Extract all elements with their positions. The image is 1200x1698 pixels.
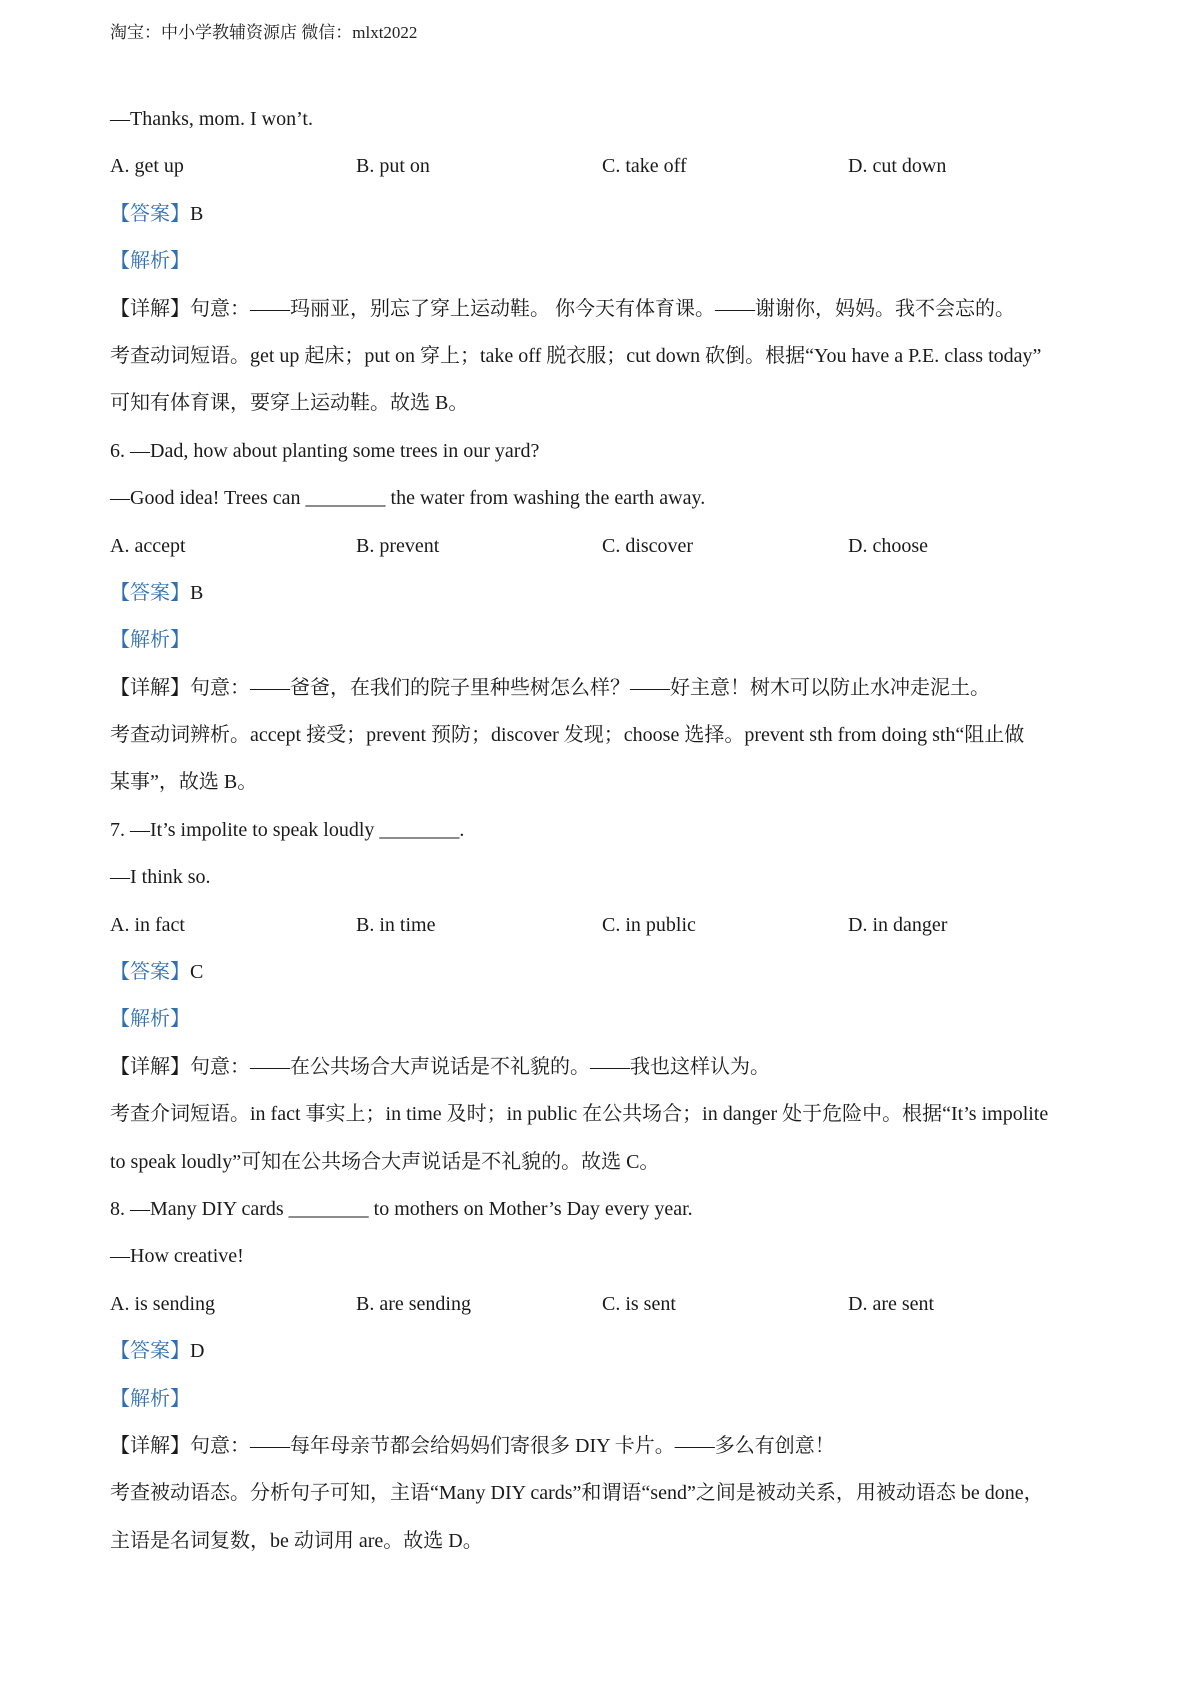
q5-reply: —Thanks, mom. I won’t. — [110, 108, 313, 130]
option-a: A. accept — [110, 534, 186, 557]
q8-detail — [110, 1423, 1100, 1470]
q7-answer — [110, 949, 1100, 996]
q5-explain-2: 可知有体育课，要穿上运动鞋。故选 B。 — [110, 392, 469, 415]
q6-reply: —Good idea! Trees can ________ the water from washing the earth away. — [110, 487, 706, 510]
option-c: C. in public — [602, 913, 696, 936]
watermark: 淘宝：中小学教辅资源店 微信：mlxt2022 — [110, 23, 418, 42]
detail-tag: 【详解】 — [110, 1434, 190, 1457]
option-a: A. get up — [110, 155, 184, 178]
answer-tag: 【答案】 — [110, 1340, 190, 1363]
q8-answer — [110, 1328, 1100, 1375]
answer-value: C — [190, 961, 204, 984]
answer-value: B — [190, 202, 204, 225]
q8-explain-2: 主语是名词复数，be 动词用 are。故选 D。 — [110, 1529, 483, 1552]
detail-tag: 【详解】 — [110, 676, 190, 699]
q6-explain-2: 某事”，故选 B。 — [110, 771, 258, 794]
option-b: B. are sending — [356, 1292, 471, 1315]
q7-explain-1: 考查介词短语。in fact 事实上；in time 及时；in public 在公共场合；in danger 处于危险中。根据“It’s impolite — [110, 1103, 1049, 1126]
q7-explain-2: to speak loudly”可知在公共场合大声说话是不礼貌的。故选 C。 — [110, 1150, 660, 1173]
q7-reply: —I think so. — [110, 866, 211, 889]
q7-stem: 7. —It’s impolite to speak loudly ________. — [110, 818, 465, 841]
detail-text: 句意：——在公共场合大声说话是不礼貌的。——我也这样认为。 — [190, 1055, 770, 1078]
option-d: D. choose — [848, 534, 928, 557]
option-a: A. is sending — [110, 1292, 215, 1315]
q6-explain-1: 考查动词辨析。accept 接受；prevent 预防；discover 发现；choose 选择。prevent sth from doing sth“阻止做 — [110, 724, 1025, 747]
q6-detail — [110, 665, 1100, 712]
document-body — [110, 96, 1100, 1565]
q7-analysis-tag: 【解析】 — [110, 1008, 190, 1031]
q5-options — [110, 143, 1100, 190]
option-b: B. put on — [356, 155, 430, 178]
q5-explain-1: 考查动词短语。get up 起床；put on 穿上；take off 脱衣服；cut down 砍倒。根据“You have a P.E. class today” — [110, 344, 1042, 367]
detail-tag: 【详解】 — [110, 297, 190, 320]
q8-reply: —How creative! — [110, 1245, 244, 1268]
q8-explain-1: 考查被动语态。分析句子可知，主语“Many DIY cards”和谓语“send”之间是被动关系，用被动语态 be done， — [110, 1482, 1044, 1505]
option-d: D. in danger — [848, 913, 948, 936]
answer-tag: 【答案】 — [110, 961, 190, 984]
q8-stem: 8. —Many DIY cards ________ to mothers on Mother’s Day every year. — [110, 1197, 693, 1220]
q6-answer — [110, 570, 1100, 617]
detail-tag: 【详解】 — [110, 1055, 190, 1078]
q6-analysis-tag: 【解析】 — [110, 629, 190, 652]
option-c: C. take off — [602, 155, 687, 178]
answer-tag: 【答案】 — [110, 581, 190, 604]
option-b: B. in time — [356, 913, 436, 936]
detail-text: 句意：——每年母亲节都会给妈妈们寄很多 DIY 卡片。——多么有创意！ — [190, 1434, 835, 1457]
q8-analysis-tag: 【解析】 — [110, 1387, 190, 1410]
q5-answer — [110, 191, 1100, 238]
option-b: B. prevent — [356, 534, 440, 557]
option-c: C. is sent — [602, 1292, 676, 1315]
option-c: C. discover — [602, 534, 694, 557]
q7-detail — [110, 1044, 1100, 1091]
detail-text: 句意：——爸爸，在我们的院子里种些树怎么样？——好主意！树木可以防止水冲走泥土。 — [190, 676, 990, 699]
q6-options — [110, 523, 1100, 570]
option-d: D. are sent — [848, 1292, 935, 1315]
answer-tag: 【答案】 — [110, 202, 190, 225]
q5-analysis-tag: 【解析】 — [110, 250, 190, 273]
q8-options — [110, 1281, 1100, 1328]
answer-value: D — [190, 1340, 205, 1363]
q5-detail — [110, 286, 1100, 333]
option-a: A. in fact — [110, 913, 185, 936]
q7-options — [110, 902, 1100, 949]
detail-text: 句意：——玛丽亚，别忘了穿上运动鞋。 你今天有体育课。——谢谢你，妈妈。我不会忘的。 — [190, 297, 1015, 320]
answer-value: B — [190, 581, 204, 604]
q6-stem: 6. —Dad, how about planting some trees in our yard? — [110, 439, 540, 462]
option-d: D. cut down — [848, 155, 947, 178]
